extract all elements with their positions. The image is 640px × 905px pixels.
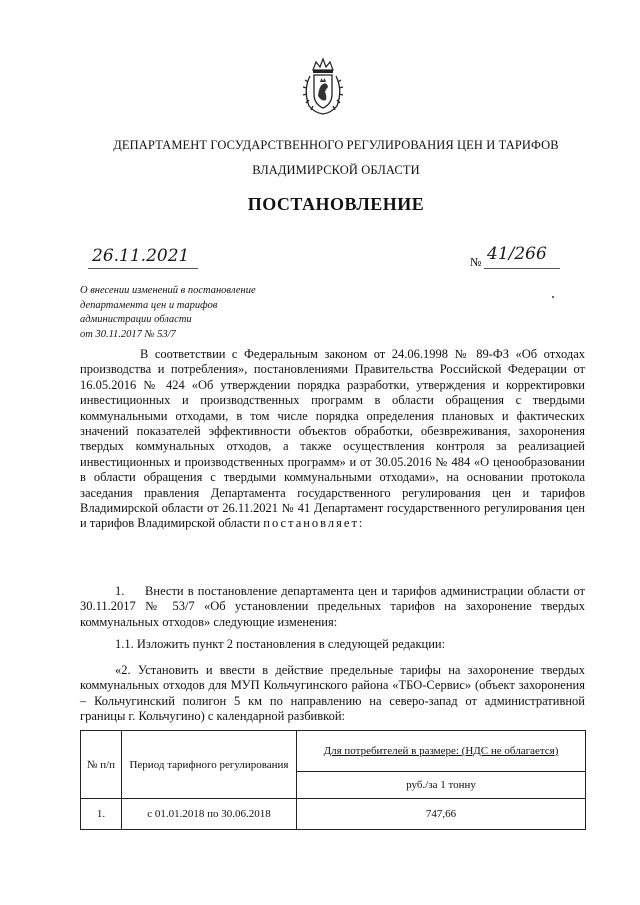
preamble-text: В соответствии с Федеральным законом от 24.06.1998 № 89-ФЗ «Об отходах производства и потребления», постановлениями Правительства Российской Федерации от 16.05.2016 № 424 «Об утверждении порядка разработки, утверждения и корректировки инвестиционных и производственных программ в области обращения с твердыми коммунальными отходами, в том числе порядка определения плановых и фактических значений показателей эффективности объектов обработки, обезвреживания, захоронения твердых коммунальных отходов, а также осуществления контроля за реализацией инвестиционных и производственных программ» и от 30.05.2016 № 484 «О ценообразовании в области обращения с твердыми коммунальными отходами», на основании протокола заседания правления Департамента государственного регулирования цен и тарифов Владимирской области от 26.11.2021 № 41 Департамент государственного регулирования цен и тарифов Владимирской области (80, 347, 585, 531)
document-title: ПОСТАНОВЛЕНИЕ (247, 194, 425, 214)
row-value: 747,66 (297, 799, 586, 830)
row-period: с 01.01.2018 по 30.06.2018 (122, 799, 297, 830)
table-row (81, 799, 586, 830)
subject-line: администрации области (80, 314, 192, 325)
header-unit: руб./за 1 тонну (297, 772, 586, 799)
subject-line: департамента цен и тарифов (80, 299, 218, 311)
header-num: № п/п (81, 731, 122, 799)
coat-of-arms-emblem (300, 56, 346, 116)
subject-line: О внесении изменений в постановление (80, 285, 256, 296)
number-sign: № (470, 255, 482, 269)
number-underline (484, 268, 560, 269)
date-underline (88, 268, 198, 269)
tariff-table (80, 730, 586, 830)
resolves-word: постановляет: (263, 516, 365, 531)
department-name-line2: ВЛАДИМИРСКОЙ ОБЛАСТИ (252, 163, 420, 177)
header-period: Период тарифного регулирования (122, 731, 297, 799)
document-number: 41/266 (487, 244, 547, 264)
scan-speck (552, 296, 554, 298)
item-2-paragraph: «2. Установить и ввести в действие предельные тарифы на захоронение твердых коммунальных отходов для МУП Кольчугинского района «ТБО-Сервис» (объект захоронения – Кольчугинский полигон 5 км по направлению на северо-запад от административной границы г. Кольчугино) с календарной разбивкой: (80, 663, 585, 724)
item-1-1-paragraph: 1.1. Изложить пункт 2 постановления в следующей редакции: (115, 637, 446, 651)
row-num: 1. (81, 799, 122, 830)
department-name-line1: ДЕПАРТАМЕНТ ГОСУДАРСТВЕННОГО РЕГУЛИРОВАНИЯ ЦЕН И ТАРИФОВ (113, 138, 559, 152)
subject-line: от 30.11.2017 № 53/7 (80, 328, 176, 340)
preamble-paragraph (80, 347, 585, 532)
document-date: 26.11.2021 (92, 246, 190, 266)
header-consumers-text: Для потребителей в размере: (НДС не облагается) (323, 745, 559, 757)
document-subject (80, 284, 300, 342)
item-1-paragraph: 1. Внести в постановление департамента цен и тарифов администрации области от 30.11.2017 № 53/7 «Об установлении предельных тарифов на захоронение твердых коммунальных отходов» следующие изменения: (80, 584, 589, 629)
header-consumers (297, 731, 586, 772)
